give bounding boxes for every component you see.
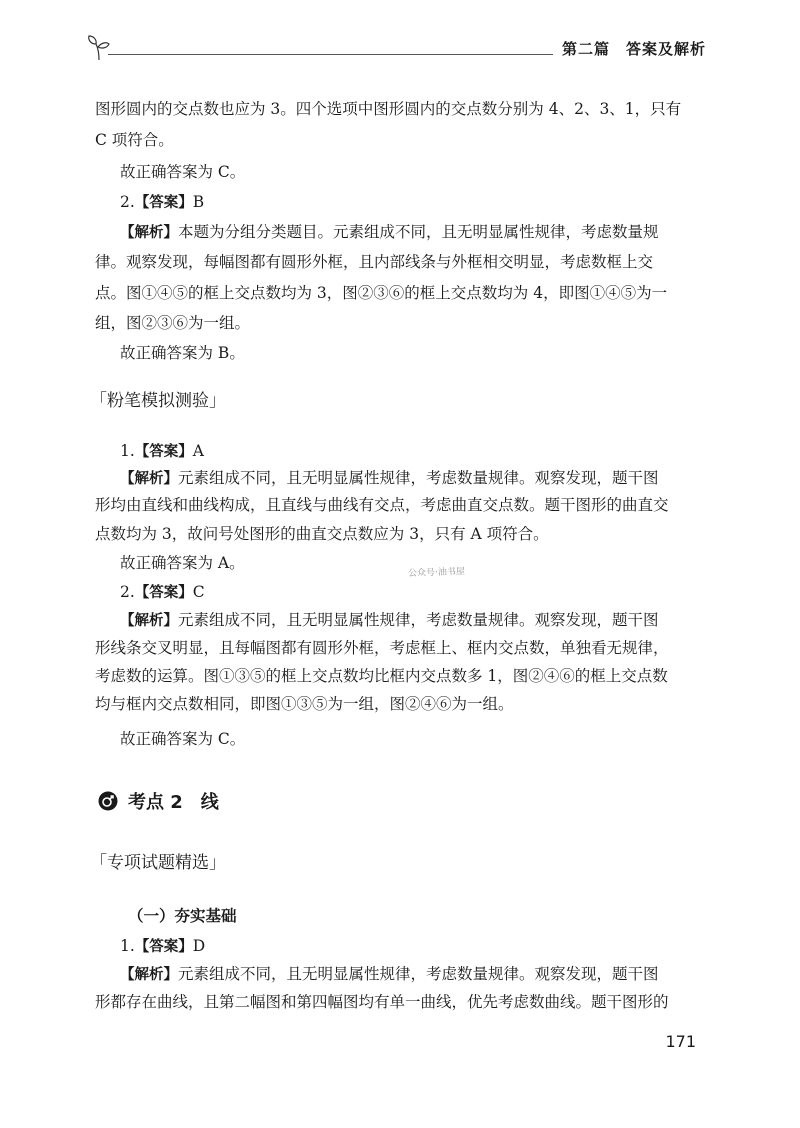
conclusion-line: 故正确答案为 C。 (120, 730, 246, 748)
analysis-tag: 【解析】 (120, 967, 178, 983)
text-line: 均与框内交点数相同，即图①③⑤为一组，图②④⑥为一组。 (95, 695, 514, 713)
analysis-line (120, 468, 659, 489)
answer-value: C (192, 583, 205, 601)
watermark: 公众号·油书屋 (407, 567, 466, 579)
question-number: 2. (120, 583, 135, 601)
analysis-line (120, 222, 659, 243)
answer-value: D (192, 937, 206, 955)
sprout-icon (86, 34, 112, 62)
header-rule (108, 54, 553, 55)
running-header (86, 28, 706, 68)
section-title-mock-test: 「粉笔模拟测验」 (90, 391, 226, 411)
text-line: 形都存在曲线，且第二幅图和第四幅图均有单一曲线，优先考虑数曲线。题干图形的 (95, 993, 669, 1011)
answer-tag: 【答案】 (134, 444, 193, 460)
answer-tag: 【答案】 (134, 939, 193, 955)
answer-line (120, 192, 204, 213)
analysis-text: 元素组成不同，且无明显属性规律，考虑数量规律。观察发现，题干图 (178, 611, 659, 629)
answer-value: A (192, 442, 204, 460)
text-line: 点。图①④⑤的框上交点数均为 3，图②③⑥的框上交点数均为 4，即图①④⑤为一 (95, 284, 668, 302)
page-number: 171 (665, 1032, 696, 1051)
answer-line (120, 441, 204, 462)
text-line: 考虑数的运算。图①③⑤的框上交点数均比框内交点数多 1，图②④⑥的框上交点数 (95, 667, 668, 685)
text-line: 组，图②③⑥为一组。 (95, 314, 251, 332)
answer-line (120, 936, 205, 957)
section-title-selected-questions: 「专项试题精选」 (90, 853, 226, 873)
answer-tag: 【答案】 (134, 585, 193, 601)
section-title-text: 专项试题精选 (107, 853, 209, 873)
analysis-tag: 【解析】 (120, 225, 178, 241)
kaodian-heading (98, 788, 219, 814)
answer-value: B (192, 193, 205, 211)
text-line: 点数均为 3，故问号处图形的曲直交点数应为 3，只有 A 项符合。 (95, 525, 549, 543)
sub-title: （一）夯实基础 (128, 907, 237, 925)
text-line: 律。观察发现，每幅图都有圆形外框，且内部线条与外框相交明显，考虑数框上交 (95, 253, 654, 271)
text-line: 形线条交叉明显，且每幅图都有圆形外框，考虑框上、框内交点数，单独看无规律， (95, 639, 669, 657)
kaodian-label: 考点 2 线 (128, 792, 219, 813)
analysis-text: 本题为分组分类题目。元素组成不同，且无明显属性规律，考虑数量规 (178, 223, 659, 241)
conclusion-line: 故正确答案为 A。 (120, 554, 245, 572)
analysis-text: 元素组成不同，且无明显属性规律，考虑数量规律。观察发现，题干图 (178, 965, 659, 983)
section-title-text: 粉笔模拟测验 (107, 391, 209, 411)
text-line: 图形圆内的交点数也应为 3。四个选项中图形圆内的交点数分别为 4、2、3、1，只有 (95, 100, 682, 118)
text-line: C 项符合。 (95, 131, 174, 149)
text-line: 形均由直线和曲线构成，且直线与曲线有交点，考虑曲直交点数。题干图形的曲直交 (95, 496, 669, 514)
question-number: 2. (120, 193, 135, 211)
analysis-text: 元素组成不同，且无明显属性规律，考虑数量规律。观察发现，题干图 (178, 469, 659, 487)
analysis-tag: 【解析】 (120, 471, 178, 487)
header-title: 第二篇 答案及解析 (561, 40, 706, 58)
conclusion-line: 故正确答案为 B。 (120, 344, 245, 362)
conclusion-line: 故正确答案为 C。 (120, 163, 246, 181)
question-number: 1. (120, 442, 135, 460)
target-icon (98, 791, 118, 811)
analysis-line (120, 610, 659, 631)
question-number: 1. (120, 937, 135, 955)
analysis-tag: 【解析】 (120, 613, 178, 629)
answer-line (120, 582, 205, 603)
analysis-line (120, 964, 659, 985)
answer-tag: 【答案】 (134, 195, 193, 211)
